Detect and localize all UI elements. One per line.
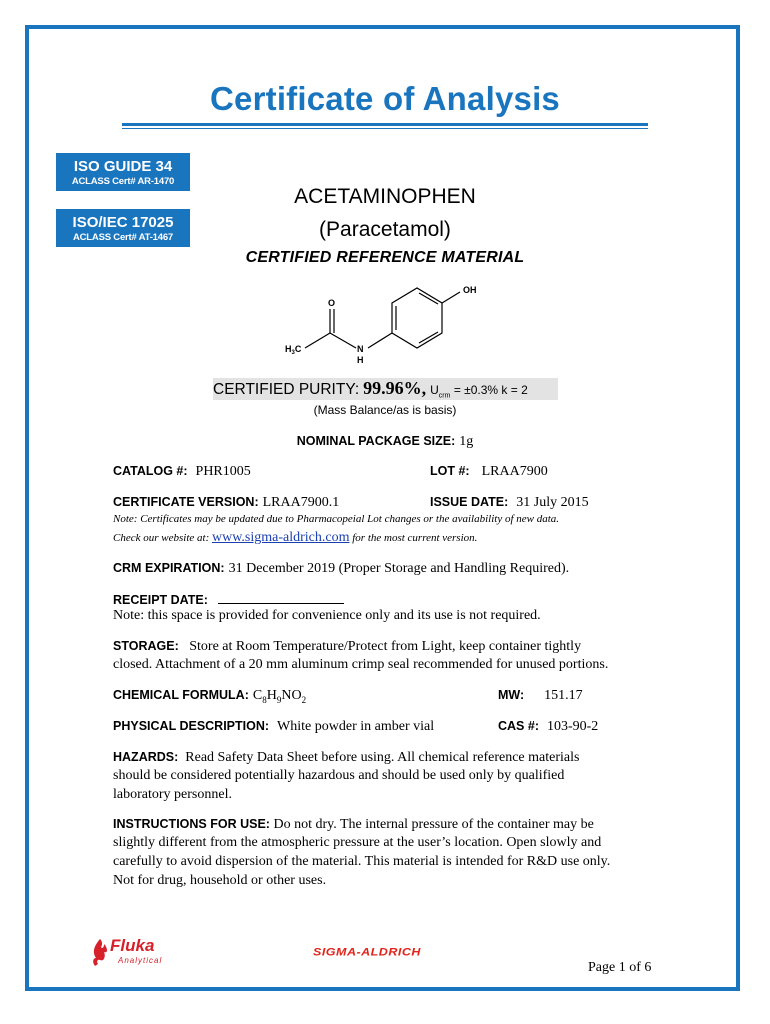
physical-description: PHYSICAL DESCRIPTION: White powder in amber vial <box>113 719 435 734</box>
sigma-aldrich-logo: SIGMA-ALDRICH <box>313 946 421 958</box>
package-size <box>200 432 570 450</box>
fluka-logo <box>90 936 180 970</box>
n-label: N <box>357 344 364 354</box>
receipt-date-blank[interactable] <box>218 591 344 604</box>
update-note: Note: Certificates may be updated due to Pharmacopeial Lot changes or the availability of new data. <box>113 513 560 525</box>
fluka-subtitle: Analytical <box>118 956 163 965</box>
o-label: O <box>328 298 336 308</box>
purity-basis: (Mass Balance/as is basis) <box>313 403 457 417</box>
iso-badge-title: ISO/IEC 17025 <box>72 214 174 231</box>
storage-line2: closed. Attachment of a 20 mm aluminum crimp seal recommended for unused portions. <box>113 657 609 672</box>
hazards: HAZARDS: Read Safety Data Sheet before using. All chemical reference materials <box>113 750 580 765</box>
iso-badge-cert: ACLASS Cert# AT-1467 <box>72 232 173 243</box>
receipt-date: RECEIPT DATE: <box>113 591 344 609</box>
instructions-line4: Not for drug, household or other uses. <box>113 873 327 888</box>
storage: STORAGE: Store at Room Temperature/Protect from Light, keep container tightly <box>113 639 582 654</box>
iso-badge-17025 <box>56 209 190 247</box>
molecular-weight: MW: 151.17 <box>498 688 583 703</box>
hazards-line2: should be considered potentially hazardous and should be used only by qualified <box>113 768 565 783</box>
receipt-note: Note: this space is provided for convenience only and its use is not required. <box>113 608 541 623</box>
title-rule <box>122 123 648 126</box>
crm-expiration: CRM EXPIRATION: 31 December 2019 (Proper Storage and Handling Required). <box>113 561 570 576</box>
purity-label: CERTIFIED PURITY: <box>213 381 360 398</box>
product-alt-name: (Paracetamol) <box>319 218 451 241</box>
uncertainty: $U_{crm} = \pm 0.3\%$ k = 2 <box>430 383 528 400</box>
title-rule-thin <box>122 128 648 129</box>
certificate-version: CERTIFICATE VERSION: LRAA7900.1 <box>113 495 340 510</box>
package-value: 1g <box>459 434 474 449</box>
lot-number: LOT #: LRAA7900 <box>430 464 548 479</box>
website-note: Check our website at: www.sigma-aldrich.com for the most current version. <box>113 530 478 545</box>
instructions: INSTRUCTIONS FOR USE: Do not dry. The internal pressure of the container may be <box>113 817 594 832</box>
product-name: ACETAMINOPHEN <box>294 185 476 208</box>
instructions-line3: carefully to avoid dispersion of the material. This material is intended for R&D use only. <box>113 854 611 869</box>
h-label: H <box>357 355 364 365</box>
package-label: NOMINAL PACKAGE SIZE: <box>296 434 456 448</box>
cas-number: CAS #: 103-90-2 <box>498 719 599 734</box>
page-title: Certificate of Analysis <box>210 80 560 117</box>
oh-label: OH <box>463 285 477 295</box>
ch3-label: $H_3C$ <box>285 344 302 356</box>
fluka-wordmark: Fluka <box>110 936 155 955</box>
iso-badge-guide34 <box>56 153 190 191</box>
chemical-formula: CHEMICAL FORMULA: $C_8H_9NO_2$ <box>113 688 307 705</box>
iso-badge-title: ISO GUIDE 34 <box>73 158 173 175</box>
purity-value: 99.96%, <box>363 378 427 398</box>
issue-date: ISSUE DATE: 31 July 2015 <box>430 495 589 510</box>
fluka-flame-icon <box>90 938 110 968</box>
website-link[interactable]: www.sigma-aldrich.com <box>211 530 350 545</box>
iso-badge-cert: ACLASS Cert# AR-1470 <box>71 176 175 187</box>
product-type: CERTIFIED REFERENCE MATERIAL <box>245 249 525 266</box>
chemical-structure <box>280 280 510 370</box>
hazards-line3: laboratory personnel. <box>113 787 232 802</box>
page-number: Page 1 of 6 <box>588 960 652 975</box>
instructions-line2: slightly different from the atmospheric pressure at the user’s location. Open slowly and <box>113 835 602 850</box>
catalog-number: CATALOG #: PHR1005 <box>113 464 251 479</box>
certified-purity <box>213 378 558 399</box>
